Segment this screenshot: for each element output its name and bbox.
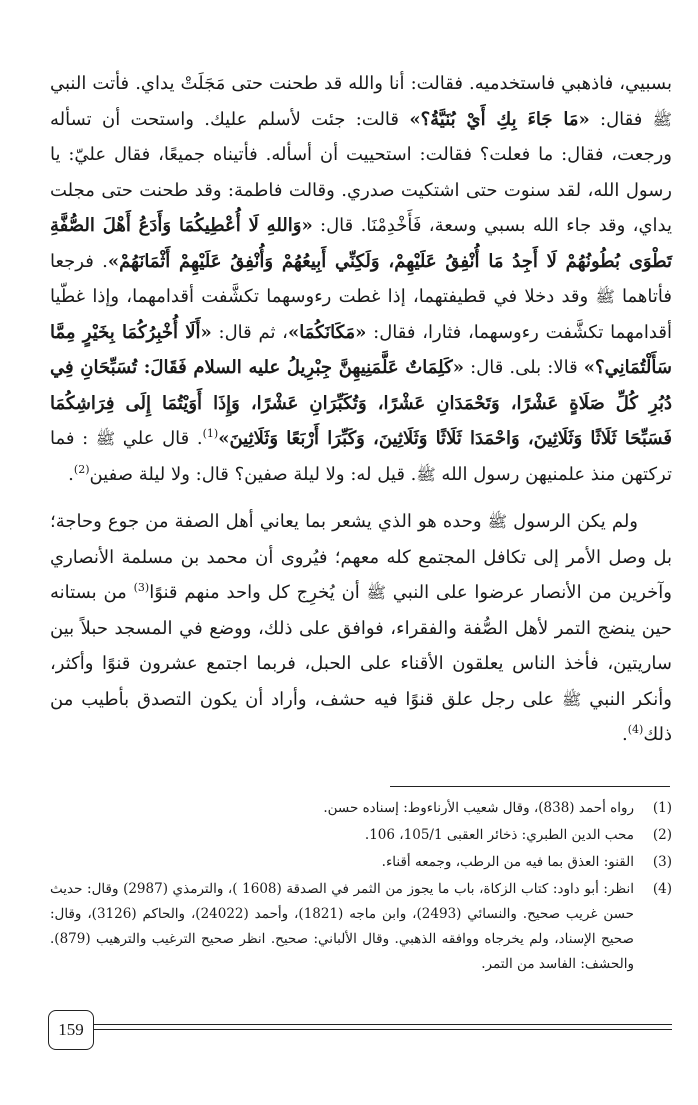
text-run: ، ثم قال: [211, 321, 288, 343]
text-run: : فما تركتهن منذ علمنيهن رسول الله [50, 428, 672, 485]
footnote-text: محب الدين الطبري: ذخائر العقبى 105/1، 106. [364, 827, 634, 843]
hadith-quote: «كَلِمَاتٌ عَلَّمَنِيهِنَّ جِبْرِيلُ عليه السلام فَقَالَ: تُسَبِّحَانِ فِي دُبُرِ كُلِّ صَلَاةٍ عَشْرًا، وَتَحْمَدَانِ عَشْرًا، وَتُكَبِّرَانِ عَشْرًا، وَإِذَا أَوَيْتُمَا إِلَى فِرَاشِكُمَا فَسَبِّحَا ثَلَاثًا وَثَلَاثِينَ، وَاحْمَدَا ثَلَاثًا وَثَلَاثِينَ، وَكَبِّرَا أَرْبَعًا وَثَلَاثِينَ» [50, 357, 672, 449]
footnote-text: رواه أحمد (838)، وقال شعيب الأرناءوط: إسناده حسن. [323, 800, 634, 816]
hadith-quote: «أَلَا أُخْبِرُكُمَا بِخَيْرٍ مِمَّا سَأَلْتُمَانِي؟» [50, 321, 672, 378]
footnote-ref: (3) [133, 581, 150, 594]
paragraph-1 [50, 66, 672, 492]
footnote-number: (2) [652, 827, 672, 843]
text-run: من بستانه حين ينضج التمر لأهل الصُّفة والفقراء، فوافق على ذلك، ووضع في المسجد حبلاً بين ساريتين، فأخذ الناس يعلقون الأقناء على الحبل، فربما اجتمع عشرون قنوًا وأكثر، وأنكر النبي [50, 582, 672, 710]
footnote-3 [50, 850, 672, 875]
text-run: . [68, 463, 74, 485]
footnote-ref: (4) [627, 723, 644, 736]
hadith-quote: «مَا جَاءَ بِكِ أَيْ بُنَيَّةُ؟» [409, 108, 590, 130]
footnote-ref: (1) [202, 427, 219, 440]
text-run: قالا: بلى. قال: [463, 357, 584, 378]
page-number: 159 [48, 1010, 94, 1050]
text-run: . [622, 724, 628, 745]
text-run: وحده هو الذي يشعر بما يعاني أهل الصفة من جوع وحاجة؛ بل وصل الأمر إلى تكافل المجتمع كله معهم؛ فيُروى أن محمد بن مسلمة الأنصاري وآخرين من الأنصار عرضوا على النبي [50, 511, 672, 603]
footnote-text: انظر: أبو داود: كتاب الزكاة، باب ما يجوز من الثمر في الصدقة (1608 )، والترمذي (2987) وقال: حديث حسن غريب صحيح. والنسائي (2493)، وابن ماجه (1821)، وأحمد (24022)، والحاكم (3126)، وقال: صحيح الإسناد، ولم يخرجاه ووافقه الذهبي. وقال الألباني: صحيح. انظر صحيح الترغيب والترهيب (879). والحشف: الفاسد من التمر. [50, 881, 634, 972]
page-footer [48, 1010, 672, 1050]
hadith-quote: «مَكَانَكُمَا» [288, 321, 367, 343]
footnote-ref: (2) [73, 462, 90, 476]
salutation-glyph: ﷺ [487, 512, 508, 531]
hadith-quote: «وَاللهِ لَا أُعْطِيكُمَا وَأَدَعُ أَهْلَ الصُّفَّةِ تَطْوَى بُطُونُهُمْ لَا أَجِدُ مَا أُنْفِقُ عَلَيْهِمْ، وَلَكِنِّي أَبِيعُهُمْ وَأُنْفِقُ عَلَيْهِمْ أَثْمَانَهُمْ» [50, 215, 673, 272]
text-run: بسبيي، فاذهبي فاستخدميه. فقالت: أنا والله قد طحنت حتى مَجَلَتْ يداي. فأتت النبي [50, 73, 672, 94]
footnote-1 [50, 796, 672, 821]
salutation-glyph: ﷺ [595, 287, 615, 306]
footnote-text: القنو: العذق بما فيه من الرطب، وجمعه أقناء. [381, 854, 634, 870]
text-run: قالت: جئت لأسلم عليك. واستحت أن تسأله ورجعت، فقال: ما فعلت؟ فقالت: استحييت أن أسأله. فأتيناه جميعًا، فقال عليّ: يا رسول الله، لقد سنوت حتى اشتكيت صدري. وقالت فاطمة: وقد طحنت حتى مجلت يداي، وقد جاء الله بسبي وسعة، فَأَخْدِمْنَا. قال: [50, 108, 672, 236]
salutation-glyph: ﷺ [366, 583, 386, 602]
footnote-number: (4) [652, 881, 672, 897]
salutation-glyph: ﷺ [652, 109, 672, 129]
paragraph-2 [50, 504, 672, 753]
text-run: . فرجعا فأتاهما [50, 250, 672, 307]
footnotes [50, 796, 672, 979]
footer-rule-top [94, 1024, 672, 1025]
footnote-number: (3) [652, 854, 672, 870]
text-run: فقال: [589, 108, 653, 130]
footnote-separator [390, 786, 670, 787]
text-run: . قال علي [115, 428, 203, 449]
salutation-glyph: ﷺ [562, 689, 582, 709]
footnote-4 [50, 877, 672, 977]
text-run: . قيل له: ولا ليلة صفين؟ قال: ولا ليلة صفين [89, 463, 417, 485]
text-run: أن يُخرِج كل واحد منهم قنوًا [149, 582, 367, 603]
footnote-2 [50, 823, 672, 848]
salutation-glyph: ﷺ [416, 464, 436, 484]
footnote-number: (1) [652, 800, 672, 816]
salutation-glyph: ﷺ [95, 429, 116, 448]
main-text [50, 66, 672, 753]
footer-rule-bottom [94, 1029, 672, 1030]
text-run: ولم يكن الرسول [507, 511, 639, 532]
text-run: وقد دخلا في قطيفتهما، إذا غطت رءوسهما تكشَّفت أقدامهما، وإذا غطّيا أقدامهما تكشَّفت رءوسهما، فثارا، فقال: [50, 286, 672, 343]
text-run: على رجل علق قنوًا فيه حشف، وأراد أن يكون التصدق بأطيب من ذلك [50, 688, 672, 745]
